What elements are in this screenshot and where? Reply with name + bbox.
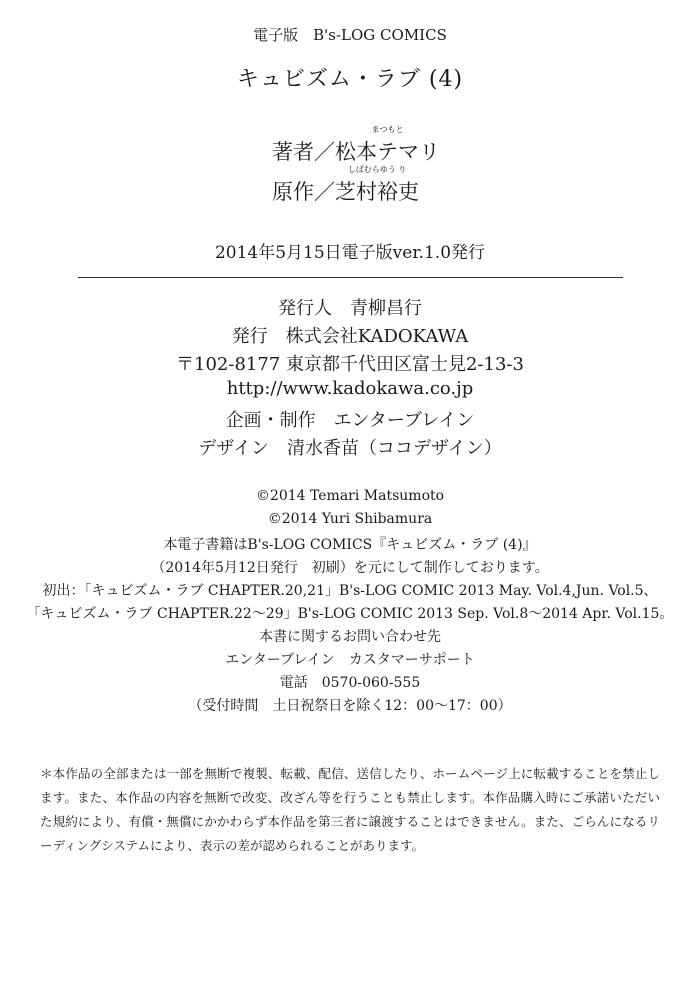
original-label: 原作／ [272, 180, 335, 204]
author-credit [272, 125, 440, 166]
original-name: 芝村裕吏 [335, 180, 419, 204]
copyright-line: ©2014 Temari Matsumoto [255, 488, 445, 504]
design-credit: デザイン 清水香苗（ココデザイン） [198, 438, 502, 459]
first-publication-line: 「キュビズム・ラブ CHAPTER.22〜29」B's-LOG COMIC 2013 Sep. Vol.8〜2014 Apr. Vol.15。 [26, 606, 674, 622]
author-ruby: まつもと [371, 125, 404, 134]
author-name-wrap [335, 125, 440, 166]
support-contact: エンターブレイン カスタマーサポート [225, 652, 475, 668]
planning-credit: 企画・制作 エンターブレイン [225, 410, 475, 431]
source-line: （2014年5月12日発行 初刷）を元にして制作しております。 [151, 560, 549, 576]
original-credit [272, 165, 419, 206]
first-publication-line: 初出：「キュビズム・ラブ CHAPTER.20,21」B's-LOG COMIC 2013 May. Vol.4,Jun. Vol.5、 [42, 583, 658, 599]
support-phone: 電話 0570-060-555 [279, 675, 421, 691]
author-name: 松本テマリ [335, 140, 440, 164]
support-hours: （受付時間 土日祝祭日を除く12：00〜17：00） [188, 698, 512, 714]
book-title: キュビズム・ラブ (4) [236, 67, 464, 92]
divider-rule [78, 277, 623, 278]
address: 〒102-8177 東京都千代田区富士見2-13-3 [176, 354, 524, 375]
legal-notice: ＊本作品の全部または一部を無断で複製、転載、配信、送信したり、ホームページ上に転載することを禁止します。また、本作品の内容を無断で改変、改ざん等を行うことも禁止します。本作品購入時にご承諾いただいた規約により、有償・無償にかかわらず本作品を第三者に譲渡することはできません。また、ごらんになるリーディングシステムにより、表示の差が認められることがあります。 [40, 766, 660, 853]
website-url: http://www.kadokawa.co.jp [226, 378, 474, 399]
series-name: 電子版 B's-LOG COMICS [253, 26, 447, 44]
original-name-wrap [335, 165, 419, 206]
source-line: 本電子書籍はB's-LOG COMICS『キュビズム・ラブ (4)』 [163, 537, 537, 553]
inquiry-heading: 本書に関するお問い合わせ先 [259, 629, 441, 645]
author-label: 著者／ [272, 140, 335, 164]
publisher-person: 発行人 青柳昌行 [278, 298, 422, 319]
publication-date: 2014年5月15日電子版ver.1.0発行 [214, 243, 486, 263]
publisher: 発行 株式会社KADOKAWA [231, 326, 469, 347]
original-ruby: しばむらゆう り [347, 165, 407, 174]
copyright-line: ©2014 Yuri Shibamura [267, 511, 433, 527]
